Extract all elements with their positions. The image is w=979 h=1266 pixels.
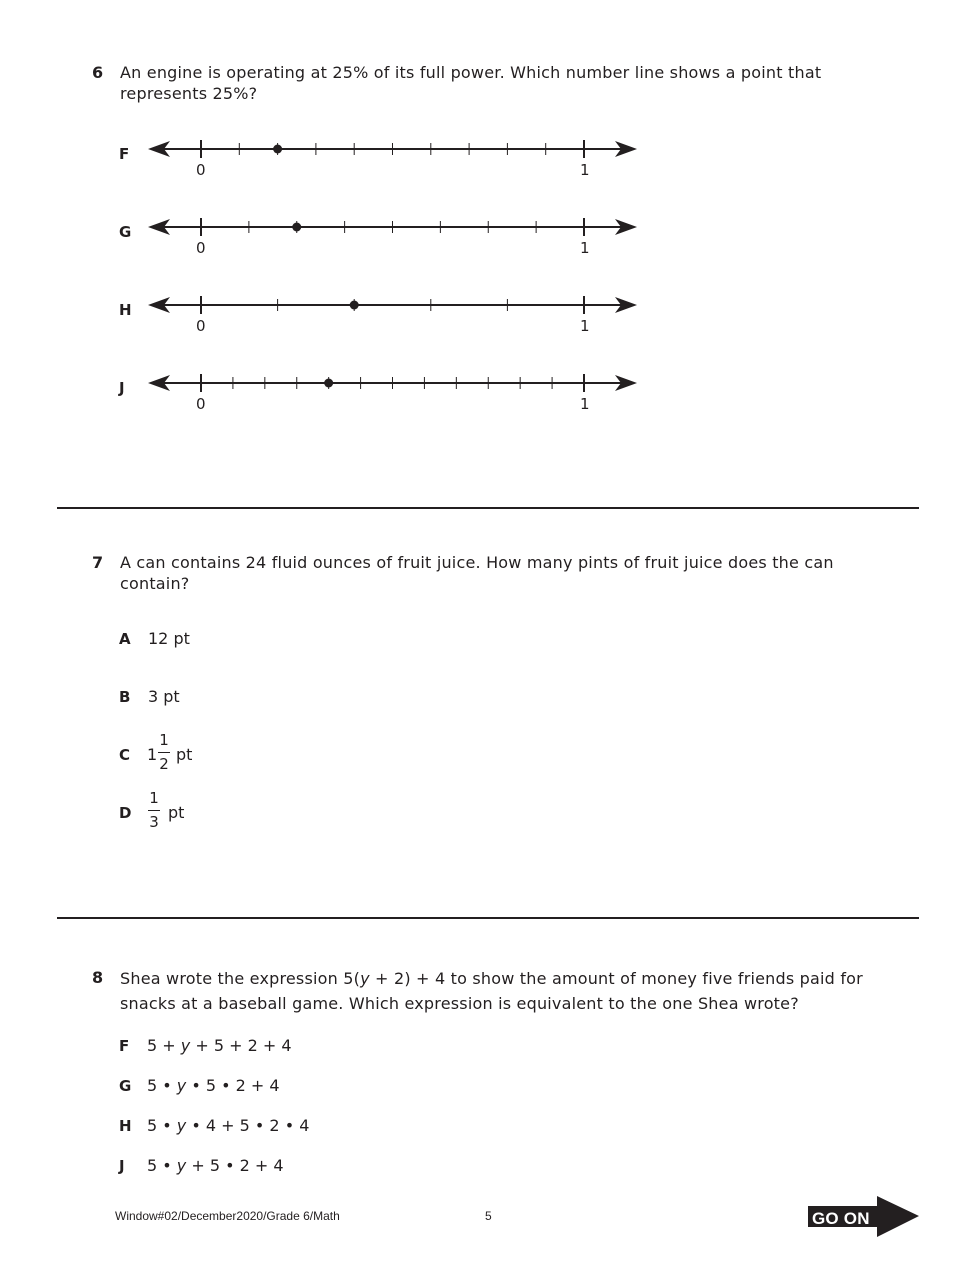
section-divider-2 (57, 917, 919, 919)
question-6-number: 6 (92, 63, 104, 82)
footer-test-id: Window#02/December2020/Grade 6/Math (115, 1209, 340, 1223)
question-8-text (120, 966, 863, 1016)
option-7-d-fraction-bar (148, 810, 160, 811)
option-7-c-numerator: 1 (159, 731, 169, 749)
option-7-a-text[interactable]: 12 pt (148, 629, 190, 648)
section-divider-1 (57, 507, 919, 509)
number-line-f-point (273, 145, 282, 154)
number-line-j-label-0: 0 (196, 395, 206, 413)
option-6-g-letter[interactable]: G (119, 223, 132, 241)
question-8-text-line1: Shea wrote the expression 5(y + 2) + 4 to show the amount of money five friends paid for (120, 969, 863, 988)
option-7-b-letter[interactable]: B (119, 688, 131, 706)
option-8-f-text[interactable]: 5 + y + 5 + 2 + 4 (147, 1036, 292, 1055)
number-line-f[interactable] (140, 134, 640, 164)
option-8-h-letter[interactable]: H (119, 1117, 132, 1135)
option-7-d-unit[interactable]: pt (168, 803, 185, 822)
option-8-g-text[interactable]: 5 • y • 5 • 2 + 4 (147, 1076, 280, 1095)
option-6-h-letter[interactable]: H (119, 301, 132, 319)
number-line-h-label-1: 1 (580, 317, 590, 335)
number-line-g-point (292, 223, 301, 232)
question-6-text-line1: An engine is operating at 25% of its full power. Which number line shows a point that (120, 63, 822, 82)
option-7-a-letter[interactable]: A (119, 630, 131, 648)
option-8-j-letter[interactable]: J (119, 1157, 125, 1175)
option-8-j-text[interactable]: 5 • y + 5 • 2 + 4 (147, 1156, 284, 1175)
number-line-f-label-1: 1 (580, 161, 590, 179)
number-line-g-label-0: 0 (196, 239, 206, 257)
number-line-j-point (324, 379, 333, 388)
option-7-d-denominator: 3 (149, 813, 159, 831)
option-7-c-denominator: 2 (159, 755, 169, 773)
question-7-text-line1: A can contains 24 fluid ounces of fruit juice. How many pints of fruit juice does the can (120, 553, 834, 572)
option-7-c-letter[interactable]: C (119, 746, 131, 764)
number-line-h[interactable] (140, 290, 640, 320)
option-7-b-text[interactable]: 3 pt (148, 687, 180, 706)
option-7-c-fraction-bar (158, 752, 170, 753)
option-8-f-letter[interactable]: F (119, 1037, 130, 1055)
question-7-number: 7 (92, 553, 104, 572)
number-line-f-label-0: 0 (196, 161, 206, 179)
number-line-h-label-0: 0 (196, 317, 206, 335)
number-line-j-label-1: 1 (580, 395, 590, 413)
go-on-label: GO ON (812, 1209, 870, 1228)
page-number: 5 (485, 1209, 492, 1223)
question-8-number: 8 (92, 968, 104, 987)
number-line-h-point (350, 301, 359, 310)
number-line-j[interactable] (140, 368, 640, 398)
option-6-j-letter[interactable]: J (119, 379, 125, 397)
option-6-f-letter[interactable]: F (119, 145, 130, 163)
option-7-c-whole[interactable]: 1 (147, 745, 158, 764)
question-6-text-line2: represents 25%? (120, 84, 258, 103)
number-line-g-label-1: 1 (580, 239, 590, 257)
question-8-text-line2: snacks at a baseball game. Which expression is equivalent to the one Shea wrote? (120, 994, 799, 1013)
option-7-d-letter[interactable]: D (119, 804, 132, 822)
option-7-c-unit[interactable]: pt (176, 745, 193, 764)
option-8-h-text[interactable]: 5 • y • 4 + 5 • 2 • 4 (147, 1116, 310, 1135)
question-7-text-line2: contain? (120, 574, 190, 593)
question-6-text (120, 62, 821, 104)
question-7-text (120, 552, 834, 594)
option-8-g-letter[interactable]: G (119, 1077, 132, 1095)
option-7-d-numerator: 1 (149, 789, 159, 807)
number-line-g[interactable] (140, 212, 640, 242)
